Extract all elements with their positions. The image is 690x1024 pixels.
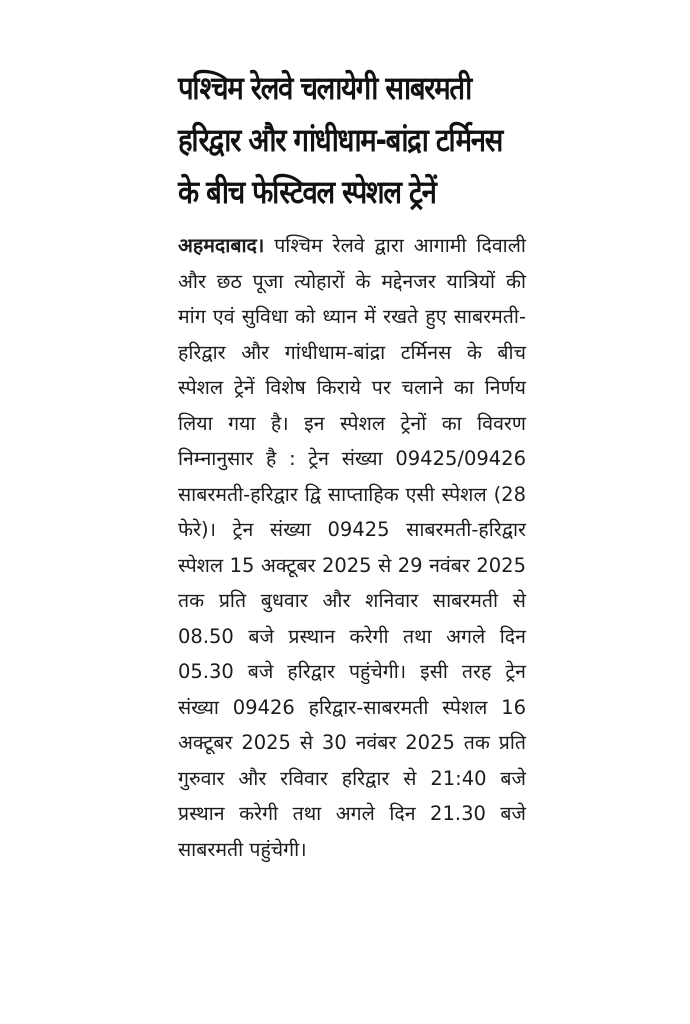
article-text: पश्चिम रेलवे द्वारा आगामी दिवाली और छठ पूजा त्योहारों के मद्देनजर यात्रियों की मांग एवं सुविधा को ध्यान में रखते हुए साबरमती-हरिद्वार और गांधीधाम-बांद्रा टर्मिनस के बीच स्पेशल ट्रेनें विशेष किराये पर चलाने का निर्णय लिया गया है। इन स्पेशल ट्रेनों का विवरण निम्नानुसार है : ट्रेन संख्या 09425/09426 साबरमती-हरिद्वार द्वि साप्ताहिक एसी स्पेशल (28 फेरे)। ट्रेन संख्या 09425 साबरमती-हरिद्वार स्पेशल 15 अक्टूबर 2025 से 29 नवंबर 2025 तक प्रति बुधवार और शनिवार साबरमती से 08.50 बजे प्रस्थान करेगी तथा अगले दिन 05.30 बजे हरिद्वार पहुंचेगी। इसी तरह ट्रेन संख्या 09426 हरिद्वार-साबरमती स्पेशल 16 अक्टूबर 2025 से 30 नवंबर 2025 तक प्रति गुरुवार और रविवार हरिद्वार से 21:40 बजे प्रस्थान करेगी तथा अगले दिन 21.30 बजे साबरमती पहुंचेगी। (178, 234, 526, 861)
headline-line-2: हरिद्वार और गांधीधाम-बांद्रा टर्मिनस (178, 121, 503, 159)
headline-line-3: के बीच फेस्टिवल स्पेशल ट्रेनें (178, 173, 436, 211)
headline (178, 62, 548, 218)
dateline: अहमदाबाद। (178, 234, 265, 257)
news-clipping (178, 62, 548, 887)
headline-line-1: पश्चिम रेलवे चलायेगी साबरमती (178, 69, 471, 107)
article-body (178, 228, 526, 867)
